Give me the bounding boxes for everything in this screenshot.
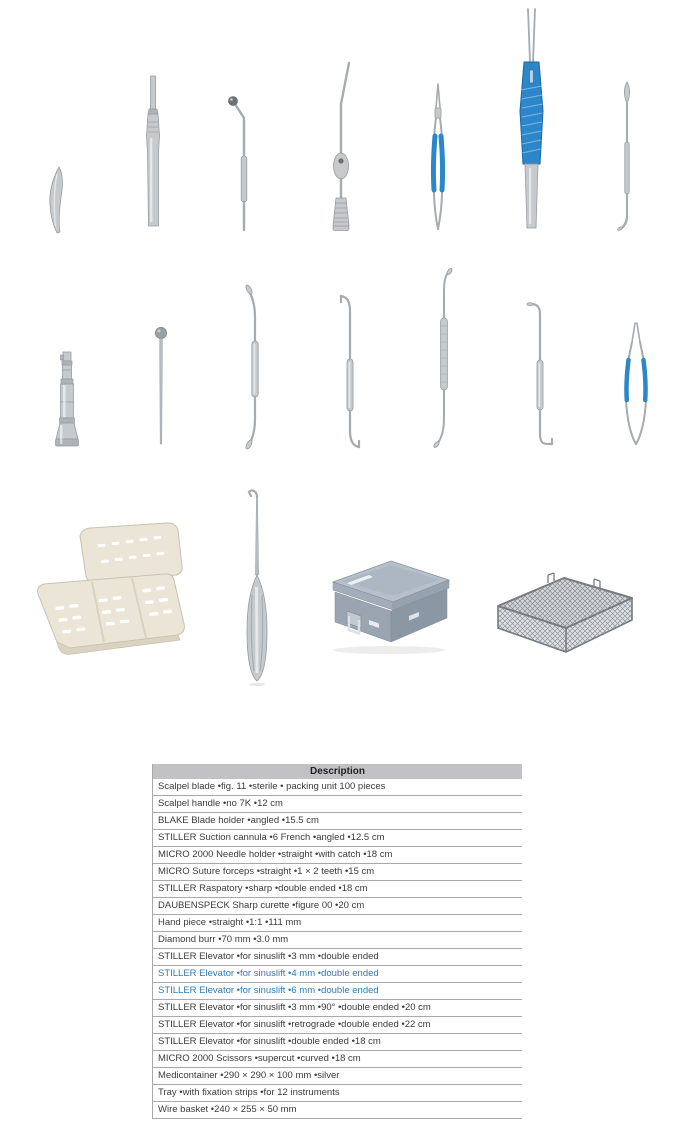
table-row: MICRO 2000 Needle holder •straight •with catch •18 cm (153, 847, 522, 864)
scalpel-handle-image (142, 74, 164, 232)
table-row: Tray •with fixation strips •for 12 instruments (153, 1085, 522, 1102)
medicontainer-image (313, 554, 457, 656)
table-row: STILLER Elevator •for sinuslift •double ended •18 cm (153, 1034, 522, 1051)
table-row: Scalpel handle •no 7K •12 cm (153, 796, 522, 813)
scalpel-blade-image (42, 164, 72, 236)
blade-holder-image (224, 94, 260, 232)
table-row: STILLER Elevator •for sinuslift •3 mm •90° •double ended •20 cm (153, 1000, 522, 1017)
table-body (153, 779, 522, 1119)
table-row: Diamond burr •70 mm •3.0 mm (153, 932, 522, 949)
table-row[interactable]: STILLER Elevator •for sinuslift •4 mm •double ended (153, 966, 522, 983)
table-row: STILLER Elevator •for sinuslift •retrograde •double ended •22 cm (153, 1017, 522, 1034)
suture-forceps-image (508, 6, 554, 232)
table-row: MICRO Suture forceps •straight •1 × 2 teeth •15 cm (153, 864, 522, 881)
table-row[interactable]: STILLER Elevator •for sinuslift •6 mm •double ended (153, 983, 522, 1000)
table-row: STILLER Elevator •for sinuslift •3 mm •double ended (153, 949, 522, 966)
table-row: Medicontainer •290 × 290 × 100 mm •silver (153, 1068, 522, 1085)
tray-image (30, 518, 188, 668)
elevator-6mm-image (432, 268, 456, 448)
table-row: STILLER Raspatory •sharp •double ended •18 cm (153, 881, 522, 898)
table-row: Scalpel blade •fig. 11 •sterile • packing unit 100 pieces (153, 779, 522, 796)
suction-cannula-image (318, 60, 358, 232)
needle-holder-image (416, 82, 460, 232)
table-row: MICRO 2000 Scissors •supercut •curved •18 cm (153, 1051, 522, 1068)
description-table (152, 764, 522, 1119)
elevator-3mm-image (241, 283, 269, 451)
diamond-burr-image (152, 326, 170, 447)
table-header: Description (153, 764, 522, 779)
wire-basket-image (490, 566, 640, 668)
table-row: Wire basket •240 × 255 × 50 mm (153, 1102, 522, 1119)
hand-piece-image (48, 350, 86, 450)
table-row: DAUBENSPECK Sharp curette •figure 00 •20 cm (153, 898, 522, 915)
raspatory-image (613, 80, 641, 232)
table-row: STILLER Suction cannula •6 French •angled •12.5 cm (153, 830, 522, 847)
elevator-4mm-image (334, 291, 366, 453)
scissors-image (616, 320, 656, 450)
table-row: Hand piece •straight •1:1 •111 mm (153, 915, 522, 932)
elevator-90deg-image (523, 298, 557, 450)
sharp-curette-image (236, 487, 276, 687)
table-row: BLAKE Blade holder •angled •15.5 cm (153, 813, 522, 830)
